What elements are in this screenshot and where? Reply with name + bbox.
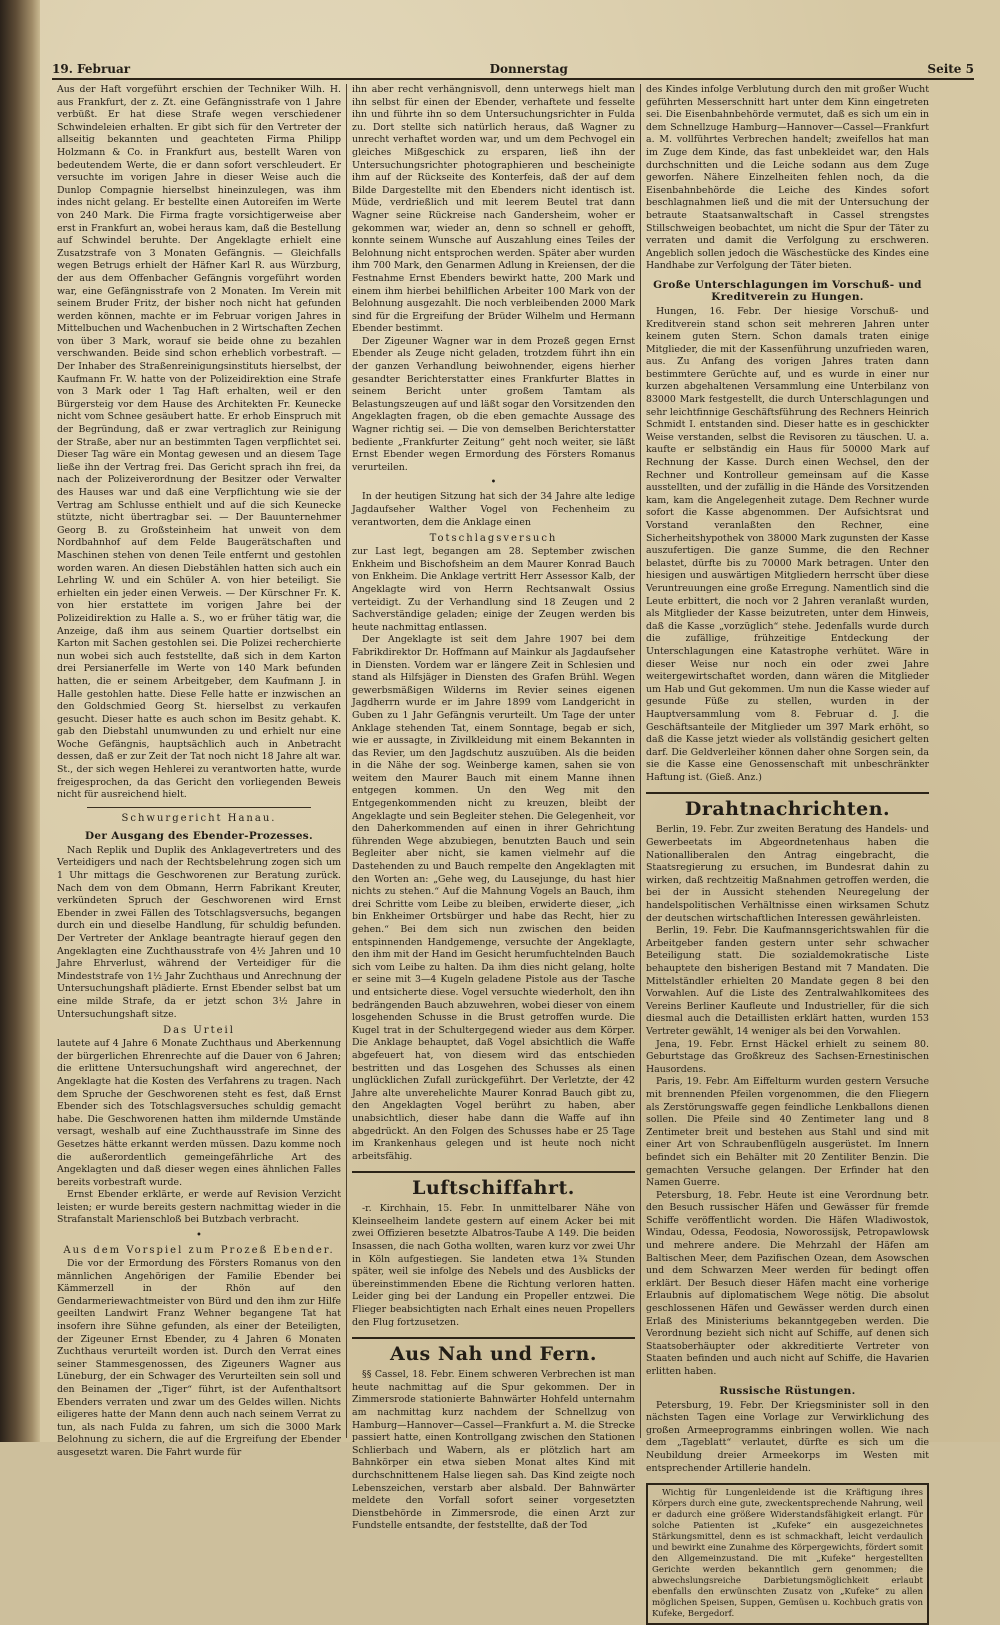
petersburg-paragraph-1: Petersburg, 18. Febr. Heute ist eine Verordnung betr. den Besuch russischer Häfen und Gewässer für fremde Schiffe veröffentlicht worden. Die Häfen Wladiwostok, Windau, Odessa, Feodosia, Noworossijsk, Petropawlowsk und mehrere andere. Die Mehrzahl der Häfen am Baltischen Meer, dem Pazifischen Ozean, dem Asowschen und dem Schwarzen Meer werden für bedingt offen erklärt. Der Besuch dieser Häfen macht eine vorherige Erlaubnis auf diplomatischem Wege nötig. Die absolut geschlossenen Häfen und Gewässer werden durch einen Erlaß des Ministeriums bekanntgegeben werden. Die Verordnung bezieht sich nicht auf Schiffe, auf denen sich Staatsoberhäupter oder akkreditierte Vertreter von Staaten befinden und auch nicht auf Schiffe, die Havarien erlitten haben.	[646, 1189, 929, 1377]
section-title-aus-nah-und-fern: Aus Nah und Fern.	[352, 1337, 635, 1365]
subheading-urteil: Das Urteil	[163, 1025, 235, 1037]
header-date: 19. Februar	[52, 62, 131, 76]
ebender-paragraph-3: Ernst Ebender erklärte, er werde auf Revision Verzicht leisten; er wurde bereits gestern nachmittag wieder in die Strafanstalt Marienschloß bei Butzbach verbracht.	[57, 1189, 341, 1226]
article-headline-ebender: Der Ausgang des Ebender-Prozesses.	[85, 829, 313, 842]
divider	[87, 807, 311, 808]
article-headline-russische-ruestungen: Russische Rüstungen.	[719, 1384, 856, 1397]
court-report-paragraph: Aus der Haft vorgeführt erschien der Techniker Wilh. H. aus Frankfurt, der z. Zt. eine Gefängnisstrafe von 1 Jahre verbüßt. Er hat diese Strafe wegen verschiedener Schwindeleien erhalten. Er gibt sich für den Vertreter der allseitig bekannten und geachteten Firma Philipp Holzmann & Co. in Frankfurt aus, bestellt Waren von bedeutendem Werte, die er dann sofort verschleudert. Er versuchte im vorigen Jahre in dieser Weise auch die Dunlop Compagnie hierselbst hineinzulegen, was ihm indes nicht gelang. Er bestellte einen Autoreifen im Werte von 240 Mark. Die Firma fragte vorsichtigerweise aber erst in Frankfurt an, wobei heraus kam, daß die Bestellung auf Schwindel beruhte. Der Angeklagte erhielt eine Zusatzstrafe von 3 Monaten Gefängnis. — Gleichfalls wegen Betrugs erhielt der Häfner Karl R. aus Würzburg, der aus dem Offenbacher Gefängnis vorgeführt worden war, eine Gefängnisstrafe von 2 Monaten. Im Verein mit seinem Bruder Fritz, der bisher noch nicht hat gefunden werden können, machte er im Februar vorigen Jahres in Mittelbuchen und Wachenbuchen in 2 Wirtschaften Zechen von über 3 Mark, worauf sie beide ohne zu bezahlen verschwanden. Beide sind schon erheblich vorbestraft. — Der Inhaber des Straßenreinigungsinstituts hierselbst, der Kaufmann Fr. W. hatte von der Polizeidirektion eine Strafe von 3 Mark oder 1 Tag Haft erhalten, weil er den Bürgersteig vor dem Hause des Architekten Fr. Keunecke nicht vom Schnee gesäubert hatte. Er erhob Einspruch mit der Begründung, daß er zwar vertraglich zur Reinigung der Straße, aber nur an bestimmten Tagen verpflichtet sei. Dieser Tag wäre ein Montag gewesen und an diesem Tage ließe ihn der Vertrag frei. Das Gericht sprach ihn frei, da nach der Polizeiverordnung der Besitzer oder Verwalter des Hauses war und daß eine Verpflichtung wie sie der Vertrag am Schlusse enthielt und auf die sich Keunecke stützte, nicht übertragbar sei. — Der Bauunternehmer Georg B. zu Großsteinheim hat unweit von dem Nordbahnhof auf dem Felde Baugerätschaften und Maschinen stehen von denen Teile entfernt und gestohlen worden waren. An diesen Diebstählen hatten sich auch ein Lehrling W. und ein Schüler A. von hier beteiligt. Sie erhielten ein jeder einen Verweis. — Der Kürschner Fr. K. von hier erstattete im vorigen Jahre bei der Polizeidirektion zu Halle a. S., wo er früher tätig war, die Anzeige, daß ihm aus seinem Quartier dortselbst ein Karton mit Sachen gestohlen sei. Die Polizei recherchierte nun wobei sich auch feststellte, daß sich in dem Karton drei Persianerfelle im Werte von 140 Mark befunden hatten, die er seinem Arbeitgeber, dem Kaufmann J. in Halle gestohlen hatte. Diese Felle hatte er inzwischen an den Goldschmied Georg St. hierselbst zu verkaufen gesucht. Dieser hatte es auch schon im Besitz gehabt. K. gab den Diebstahl unumwunden zu und erhielt nur eine Woche Gefängnis, hauptsächlich auch in Anbetracht dessen, daß er zur Zeit der Tat noch nicht 18 Jahre alt war. St., der sich wegen Hehlerei zu verantworten hatte, wurde freigesprochen, da das Gericht den vorliegenden Beweis nicht für ausreichend hielt.	[57, 84, 341, 801]
cassel-paragraph-continued: des Kindes infolge Verblutung durch den mit großer Wucht geführten Messerschnitt hart unter dem Kinn eingetreten sei. Die Eisenbahnbehörde vermutet, daß es sich um ein in dem Schnellzuge Hamburg—Hannover—Cassel—Frankfurt a. M. vollführtes Verbrechen handelt; zweifellos hat man im Zuge dem Kinde, das fast unbekleidet war, den Hals durchschnitten und die Leiche sodann aus dem Zuge geworfen. Nähere Einzelheiten fehlen noch, da die Eisenbahnbehörde die Leiche des Kindes sofort beschlagnahmen ließ und die mit der Untersuchung der betraute Staatsanwaltschaft in Cassel strengstes Stillschweigen beobachtet, um nicht die Spur der Täter zu verraten und damit die Verfolgung zu erschweren. Angeblich sollen jedoch die Wäschestücke des Kindes eine Handhabe zur Verfolgung der Täter bieten.	[646, 84, 929, 272]
section-title-drahtnachrichten: Drahtnachrichten.	[646, 792, 929, 820]
separator-star: •	[196, 1230, 202, 1242]
subheading-vorspiel: Aus dem Vorspiel zum Prozeß Ebender.	[63, 1245, 335, 1257]
section-heading-schwurgericht: Schwurgericht Hanau.	[121, 812, 277, 824]
header-weekday: Donnerstag	[489, 62, 568, 76]
advertisement-box	[646, 1483, 929, 1625]
wagner-paragraph-2: Der Zigeuner Wagner war in dem Prozeß gegen Ernst Ebender als Zeuge nicht geladen, trotzdem führt ihn ein der ganzen Verhandlung beiwohnender, eigens hierher gesandter Berichterstatter eines Frankfurter Blattes in seinem Bericht unter großem Tamtam als Belastungszeugen auf und läßt sogar den Vorsitzenden den Angeklagten fragen, ob die eben gemachte Aussage des Wagner richtig sei. — Die von demselben Berichterstatter bediente „Frankfurter Zeitung“ geht noch weiter, sie läßt Ernst Ebender wegen Ermordung des Försters Romanus verurteilen.	[352, 335, 635, 473]
ebender-paragraph-2: lautete auf 4 Jahre 6 Monate Zuchthaus und Aberkennung der bürgerlichen Ehrenrechte auf die Dauer von 6 Jahren; die erlittene Untersuchungshaft wird angerechnet, der Angeklagte hat die Kosten des Verfahrens zu tragen. Nach dem Spruche der Geschworenen steht es fest, daß Ernst Ebender sich des Totschlagsversuches schuldig gemacht habe. Die Geschworenen hatten ihm mildernde Umstände versagt, weshalb auf eine Zuchthausstrafe im Sinne des Gesetzes hätte erkannt werden müssen. Dazu komme noch die außerordentlich gemeingefährliche Art des Angeklagten und daß dieser wegen eines ähnlichen Falles bereits vorbestraft wurde.	[57, 1038, 341, 1188]
separator-star: •	[490, 477, 497, 489]
hungen-paragraph: Hungen, 16. Febr. Der hiesige Vorschuß- und Kreditverein stand schon seit mehreren Jahren unter keinem guten Stern. Schon damals traten einige Mitglieder, die mit der Kassenführung unzufrieden waren, aus. Zu Anfang des vorigen Jahres traten dann bestimmtere Gerüchte auf, und es wurde in einer nur kurzen abgehaltenen Versammlung eine Unterbilanz von 83000 Mark festgestellt, die durch Unterschlagungen und sehr leichtfinnige Geschäftsführung des Rechners Heinrich Schmidt I. entstanden sind. Dieser hatte es in geschickter Weise verstanden, selbst die Revisoren zu täuschen. U. a. kaufte er selbständig ein Haus für 50000 Mark auf Rechnung der Kasse. Durch einen Wechsel, den der Rechner und Kontrolleur gemeinsam auf die Kasse ausstellten, und der zufällig in die Hände des Vorsitzenden kam, kam die Angelegenheit zutage. Dem Rechner wurde sofort die Kasse abgenommen. Der Aufsichtsrat und Vorstand veranlaßten den Rechner, eine Sicherheitshypothek von 38000 Mark zugunsten der Kasse auszufertigen. Die ganze Summe, die den Rechner belastet, dürfte bis zu 70000 Mark betragen. Unter den hiesigen und auswärtigen Mitgliedern herrscht über diese Veruntreuungen eine große Erregung. Namentlich sind die Leute erbittert, die noch vor 2 Jahren veranlaßt wurden, als Mitglieder der Kasse beizutreten, unter dem Hinweis, daß die Kasse „vorzüglich“ stehe. Jedenfalls wurde durch die zufällige, frühzeitige Entdeckung der Unterschlagungen eine Katastrophe verhütet. Wäre in dieser Weise nur noch ein oder zwei Jahre weitergewirtschaftet worden, dann wären die Mitglieder um Hab und Gut gekommen. Um nun die Kasse wieder auf gesunde Füße zu stellen, wurden in der Hauptversammlung vom 8. Februar d. J. die Geschäftsanteile der Mitglieder um 397 Mark erhöht, so daß die Kasse jetzt wieder als vollständig gesichert gelten darf. Die Geldverleiher können daher ohne Sorgen sein, da sie die Kasse eine Genossenschaft mit unbeschränkter Haftung ist. (Gieß. Anz.)	[646, 305, 929, 783]
vogel-paragraph-2: Der Angeklagte ist seit dem Jahre 1907 bei dem Fabrikdirektor Dr. Hoffmann auf Mainkur als Jagdaufseher in Diensten. Vordem war er längere Zeit in Schlesien und stand als Hilfsjäger in Diensten des Grafen Brühl. Wegen gewerbsmäßigen Wilderns im Revier seines eigenen Jagdherrn wurde er im Jahre 1899 vom Landgericht in Guben zu 1 Jahr Gefängnis verurteilt. Um Tage der unter Anklage stehenden Tat, einem Sonntage, begab er sich, wie er aussagte, in Zivilkleidung mit einem Bekannten in das Revier, um den Jagdschutz auszuüben. Als die beiden in die Nähe der sog. Weinberge kamen, sahen sie von weitem den Maurer Bauch mit einem Manne ihnen entgegen kommen. Un den Weg mit den Entgegenkommenden nicht zu kreuzen, bleibt der Angeklagte und sein Begleiter stehen. Die Gelegenheit, vor den Daherkommenden auf einen in ihrer Gehrichtung führenden Wege abzubiegen, benutzten Bauch und sein Begleiter aber nicht, sie kamen vielmehr auf die Dastehenden zu und Bauch rempelte den Angeklagten mit den Worten an: „Gehe weg, du Lausejunge, du hast hier nichts zu stehen.“ Auf die Mahnung Vogels an Bauch, ihm drei Schritte vom Leibe zu bleiben, erwiderte dieser, „ich bin Enkheimer Ortsbürger und habe das Recht, hier zu gehen.“ Bei dem sich nun zwischen den beiden entspinnenden Handgemenge, versuchte der Angeklagte, den ihm mit der Hand im Gesicht herumfuchtelnden Bauch sich vom Leibe zu halten. Da ihm dies nicht gelang, holte er seine mit 3—4 Kugeln geladene Pistole aus der Tasche und entsicherte diese. Vogel versuchte wiederholt, den ihn bedrängenden Bauch abzuwehren, wobei dieser von einem losgehenden Schusse in die Brust getroffen wurde. Die Kugel trat in der Schultergegend wieder aus dem Körper. Die Anklage behauptet, daß Vogel absichtlich die Waffe abgefeuert hat, von diesem wird das entschieden bestritten und das Losgehen des Schusses als einen unglücklichen Zufall zurückgeführt. Der Verletzte, der 42 Jahre alte unverehelichte Maurer Konrad Bauch gibt zu, den Angeklagten Vogel berührt zu haben, aber unabsichtlich, dieser habe dann die Waffe auf ihn abgedrückt. An den Folgen des Schusses habe er 25 Tage im Krankenhaus gelegen und ist heute noch nicht arbeitsfähig.	[352, 634, 635, 1162]
article-headline-hungen: Große Unterschlagungen im Vorschuß- und Kreditverein zu Hungen.	[653, 278, 922, 303]
wagner-paragraph-1: ihn aber recht verhängnisvoll, denn unterwegs hielt man ihn selbst für einen der Ebender, verhaftete und fesselte ihn und führte ihn so dem Untersuchungsrichter in Fulda zu. Dort stellte sich natürlich heraus, daß Wagner zu unrecht verhaftet worden war, und um dem Pechvogel ein gleiches Mißgeschick zu ersparen, ließ ihn der Untersuchungsrichter photographieren und bescheinigte ihm auf der Rückseite des Konterfeis, daß der auf dem Bilde Dargestellte mit den Ebenders nicht identisch ist. Müde, verdrießlich und mit leerem Beutel trat dann Wagner seine Rückreise nach Gandersheim, woher er gekommen war, wieder an, denn so schnell er gehofft, konnte seinem Wunsche auf Auszahlung eines Teiles der Belohnung nicht entsprochen werden. Später aber wurden ihm 700 Mark, den Genarmen Adlung in Kreiensen, der die Festnahme Ernst Ebenders bewirkt hatte, 200 Mark und einem ihm hierbei behilflichen Arbeiter 100 Mark von der Belohnung ausgezahlt. Die noch verbleibenden 2000 Mark sind für die Ergreifung der Brüder Wilhelm und Hermann Ebender bestimmt.	[352, 84, 635, 335]
vogel-intro-paragraph: In der heutigen Sitzung hat sich der 34 Jahre alte ledige Jagdaufseher Walther Vogel von Fechenheim zu verantworten, dem die Anklage einen	[352, 491, 635, 528]
petersburg-paragraph-2: Petersburg, 19. Febr. Der Kriegsminister soll in den nächsten Tagen eine Vorlage zur Verwirklichung des großen Armeeprogramms einbringen wollen. Wie nach dem „Tageblatt“ verlautet, dürfte es sich um die Neubildung dreier Armeekorps im Westen mit entsprechender Artillerie handeln.	[646, 1399, 929, 1474]
section-title-luftschiffahrt: Luftschiffahrt.	[352, 1171, 635, 1199]
ebender-paragraph-1: Nach Replik und Duplik des Anklagevertreters und des Verteidigers und nach der Rechtsbelehrung zogen sich um 1 Uhr mittags die Geschworenen zur Beratung zurück. Nach dem von dem Obmann, Herrn Fabrikant Kreuter, verkündeten Spruch der Geschworenen wird Ernst Ebender in zwei Fällen des Totschlagsversuchs, begangen durch ein und dieselbe Handlung, für schuldig befunden. Der Vertreter der Anklage beantragte hierauf gegen den Angeklagten eine Zuchthausstrafe von 4½ Jahren und 10 Jahre Ehrverlust, während der Verteidiger für die Mindeststrafe von 1½ Jahr Zuchthaus und Anrechnung der Untersuchungshaft plädierte. Ernst Ebender selbst bat um eine milde Strafe, da er jetzt schon 3½ Jahre in Untersuchungshaft sitze.	[57, 844, 341, 1020]
paris-paragraph: Paris, 19. Febr. Am Eiffelturm wurden gestern Versuche mit brennenden Pfeilen vorgenommen, die den Fliegern als Zerstörungswaffe gegen feindliche Lenkballons dienen sollen. Die Pfeile sind 40 Zentimeter lang und 8 Zentimeter breit und bestehen aus Stahl und sind mit einer Art von Schraubenflügeln ausgerüstet. Im Innern befindet sich ein Behälter mit 20 Zentiliter Benzin. Die gemachten Versuche gelangen. Der Erfinder hat den Namen Guerre.	[646, 1076, 929, 1189]
page-header	[52, 58, 974, 80]
column-3	[640, 84, 934, 1620]
vogel-paragraph-1: zur Last legt, begangen am 28. September zwischen Enkheim und Bischofsheim an dem Maurer Konrad Bauch von Enkheim. Die Anklage vertritt Herr Assessor Kalb, der Angeklagte wird von Herrn Rechtsanwalt Ossius verteidigt. Zu der Verhandlung sind 18 Zeugen und 2 Sachverständige geladen; einige der Zeugen werden bis heute nachmittag entlassen.	[352, 546, 635, 633]
subheading-totschlagsversuch: Totschlagsversuch	[429, 533, 558, 545]
column-1	[52, 84, 346, 1458]
header-page-number: Seite 5	[927, 62, 974, 76]
berlin-paragraph-1: Berlin, 19. Febr. Zur zweiten Beratung des Handels- und Gewerbeetats im Abgeordnetenhaus haben die Nationalliberalen den Antrag eingebracht, die Staatsregierung zu ersuchen, im Bundesrat dahin zu wirken, daß rechtzeitig Maßnahmen getroffen werden, die bei der in Aussicht stehenden Neuregelung der handelspolitischen Verhältnisse einen wirksamen Schutz der deutschen wirtschaftlichen Interessen gewährleisten.	[646, 824, 929, 924]
binding-spine	[0, 0, 40, 1442]
cassel-paragraph: §§ Cassel, 18. Febr. Einem schweren Verbrechen ist man heute nachmittag auf die Spur gekommen. Der in Zimmersrode stationierte Bahnwärter Hohfeld unternahm am nachmittag kurz nachdem der Schnellzug von Hamburg—Hannover—Cassel—Frankfurt a. M. die Strecke passiert hatte, einen Kontrollgang zwischen den Stationen Schlierbach und Wabern, als er plötzlich hart am Bahnkörper ein etwa sieben Monat altes Kind mit durchschnittenem Halse liegen sah. Das Kind zeigte noch Lebenszeichen, verstarb aber alsbald. Der Bahnwärter meldete den Vorfall sofort seiner vorgesetzten Dienstbehörde in Zimmersrode, die einen Arzt zur Fundstelle entsandte, der feststellte, daß der Tod	[352, 1369, 635, 1532]
column-2	[346, 84, 640, 1532]
kirchhain-paragraph: -r. Kirchhain, 15. Febr. In unmittelbarer Nähe von Kleinseelheim landete gestern auf einem Acker bei mit zwei Offizieren besetzte Albatros-Taube A 149. Die beiden Insassen, die nach Gotha wollten, waren kurz vor zwei Uhr in Köln aufgestiegen. Sie landeten etwa 1¾ Stunden später, weil sie infolge des Nebels und des Ausblicks der übereinstimmenden Ebene die Richtung verloren hatten. Leider ging bei der Landung ein Propeller entzwei. Die Flieger beabsichtigten nach Erhalt eines neuen Propellers den Flug fortzusetzen.	[352, 1203, 635, 1328]
columns	[52, 84, 974, 1620]
kufeke-advertisement: Wichtig für Lungenleidende ist die Kräftigung ihres Körpers durch eine gute, zweckentsprechende Nahrung, weil er dadurch eine größere Widerstandsfähigkeit erlangt. Für solche Patienten ist „Kufeke“ ein ausgezeichnetes Stärkungsmittel, denn es ist schmackhaft, leicht verdaulich und bewirkt eine Zunahme des Körpergewichts, fördert somit den Allgemeinzustand. Die mit „Kufeke“ hergestellten Gerichte werden bekanntlich gern genommen; die abwechslungsreiche Darbietungsmöglichkeit erlaubt ebenfalls den erwünschten Zusatz von „Kufeke“ zu allen möglichen Speisen, Suppen, Gemüsen u. Kochbuch gratis von Kufeke, Bergedorf.	[652, 1488, 923, 1620]
jena-paragraph: Jena, 19. Febr. Ernst Häckel erhielt zu seinem 80. Geburtstage das Großkreuz des Sachsen-Ernestinischen Hausordens.	[646, 1038, 929, 1075]
vorspiel-paragraph: Die vor der Ermordung des Försters Romanus von den männlichen Angehörigen der Familie Ebender bei Kämmerzell in der Rhön auf den Gendarmeriewachtmeister von Bürd und den ihm zur Hilfe geeilten Landwirt Franz Wehner begangene Tat hat insofern ihre Sühne gefunden, als einer der Beteiligten, der Zigeuner Ernst Ebender, zu 4 Jahren 6 Monaten Zuchthaus verurteilt worden ist. Durch den Verrat eines seiner Stammesgenossen, des Zigeuners Wagner aus Lüneburg, der ein Schwager des Verurteilten sein soll und den Beinamen der „Tiger“ führt, ist der Aufenthaltsort Ebenders verraten und zwar um des Geldes willen. Nichts eiligeres hatte der Mann denn auch nach seinem Verrat zu tun, als nach Fulda zu fahren, um sich die 3000 Mark Belohnung zu sichern, die auf die Ergreifung der Ebender ausgesetzt waren. Die Fahrt wurde für	[57, 1258, 341, 1458]
berlin-paragraph-2: Berlin, 19. Febr. Die Kaufmannsgerichtswahlen für die Arbeitgeber fanden gestern unter sehr schwacher Beteiligung statt. Die sozialdemokratische Liste behauptete den bisherigen Bestand mit 7 Mandaten. Die Mittelständler erhielten 20 Mandate gegen 8 bei den Vorwahlen. Auf die Liste des Zentralwahlkomitees des Vereins Berliner Kaufleute und Industrieller, für die sich diesmal auch die Detaillisten erklärt hatten, wurden 153 Vertreter gewählt, 14 weniger als bei den Vorwahlen.	[646, 925, 929, 1037]
